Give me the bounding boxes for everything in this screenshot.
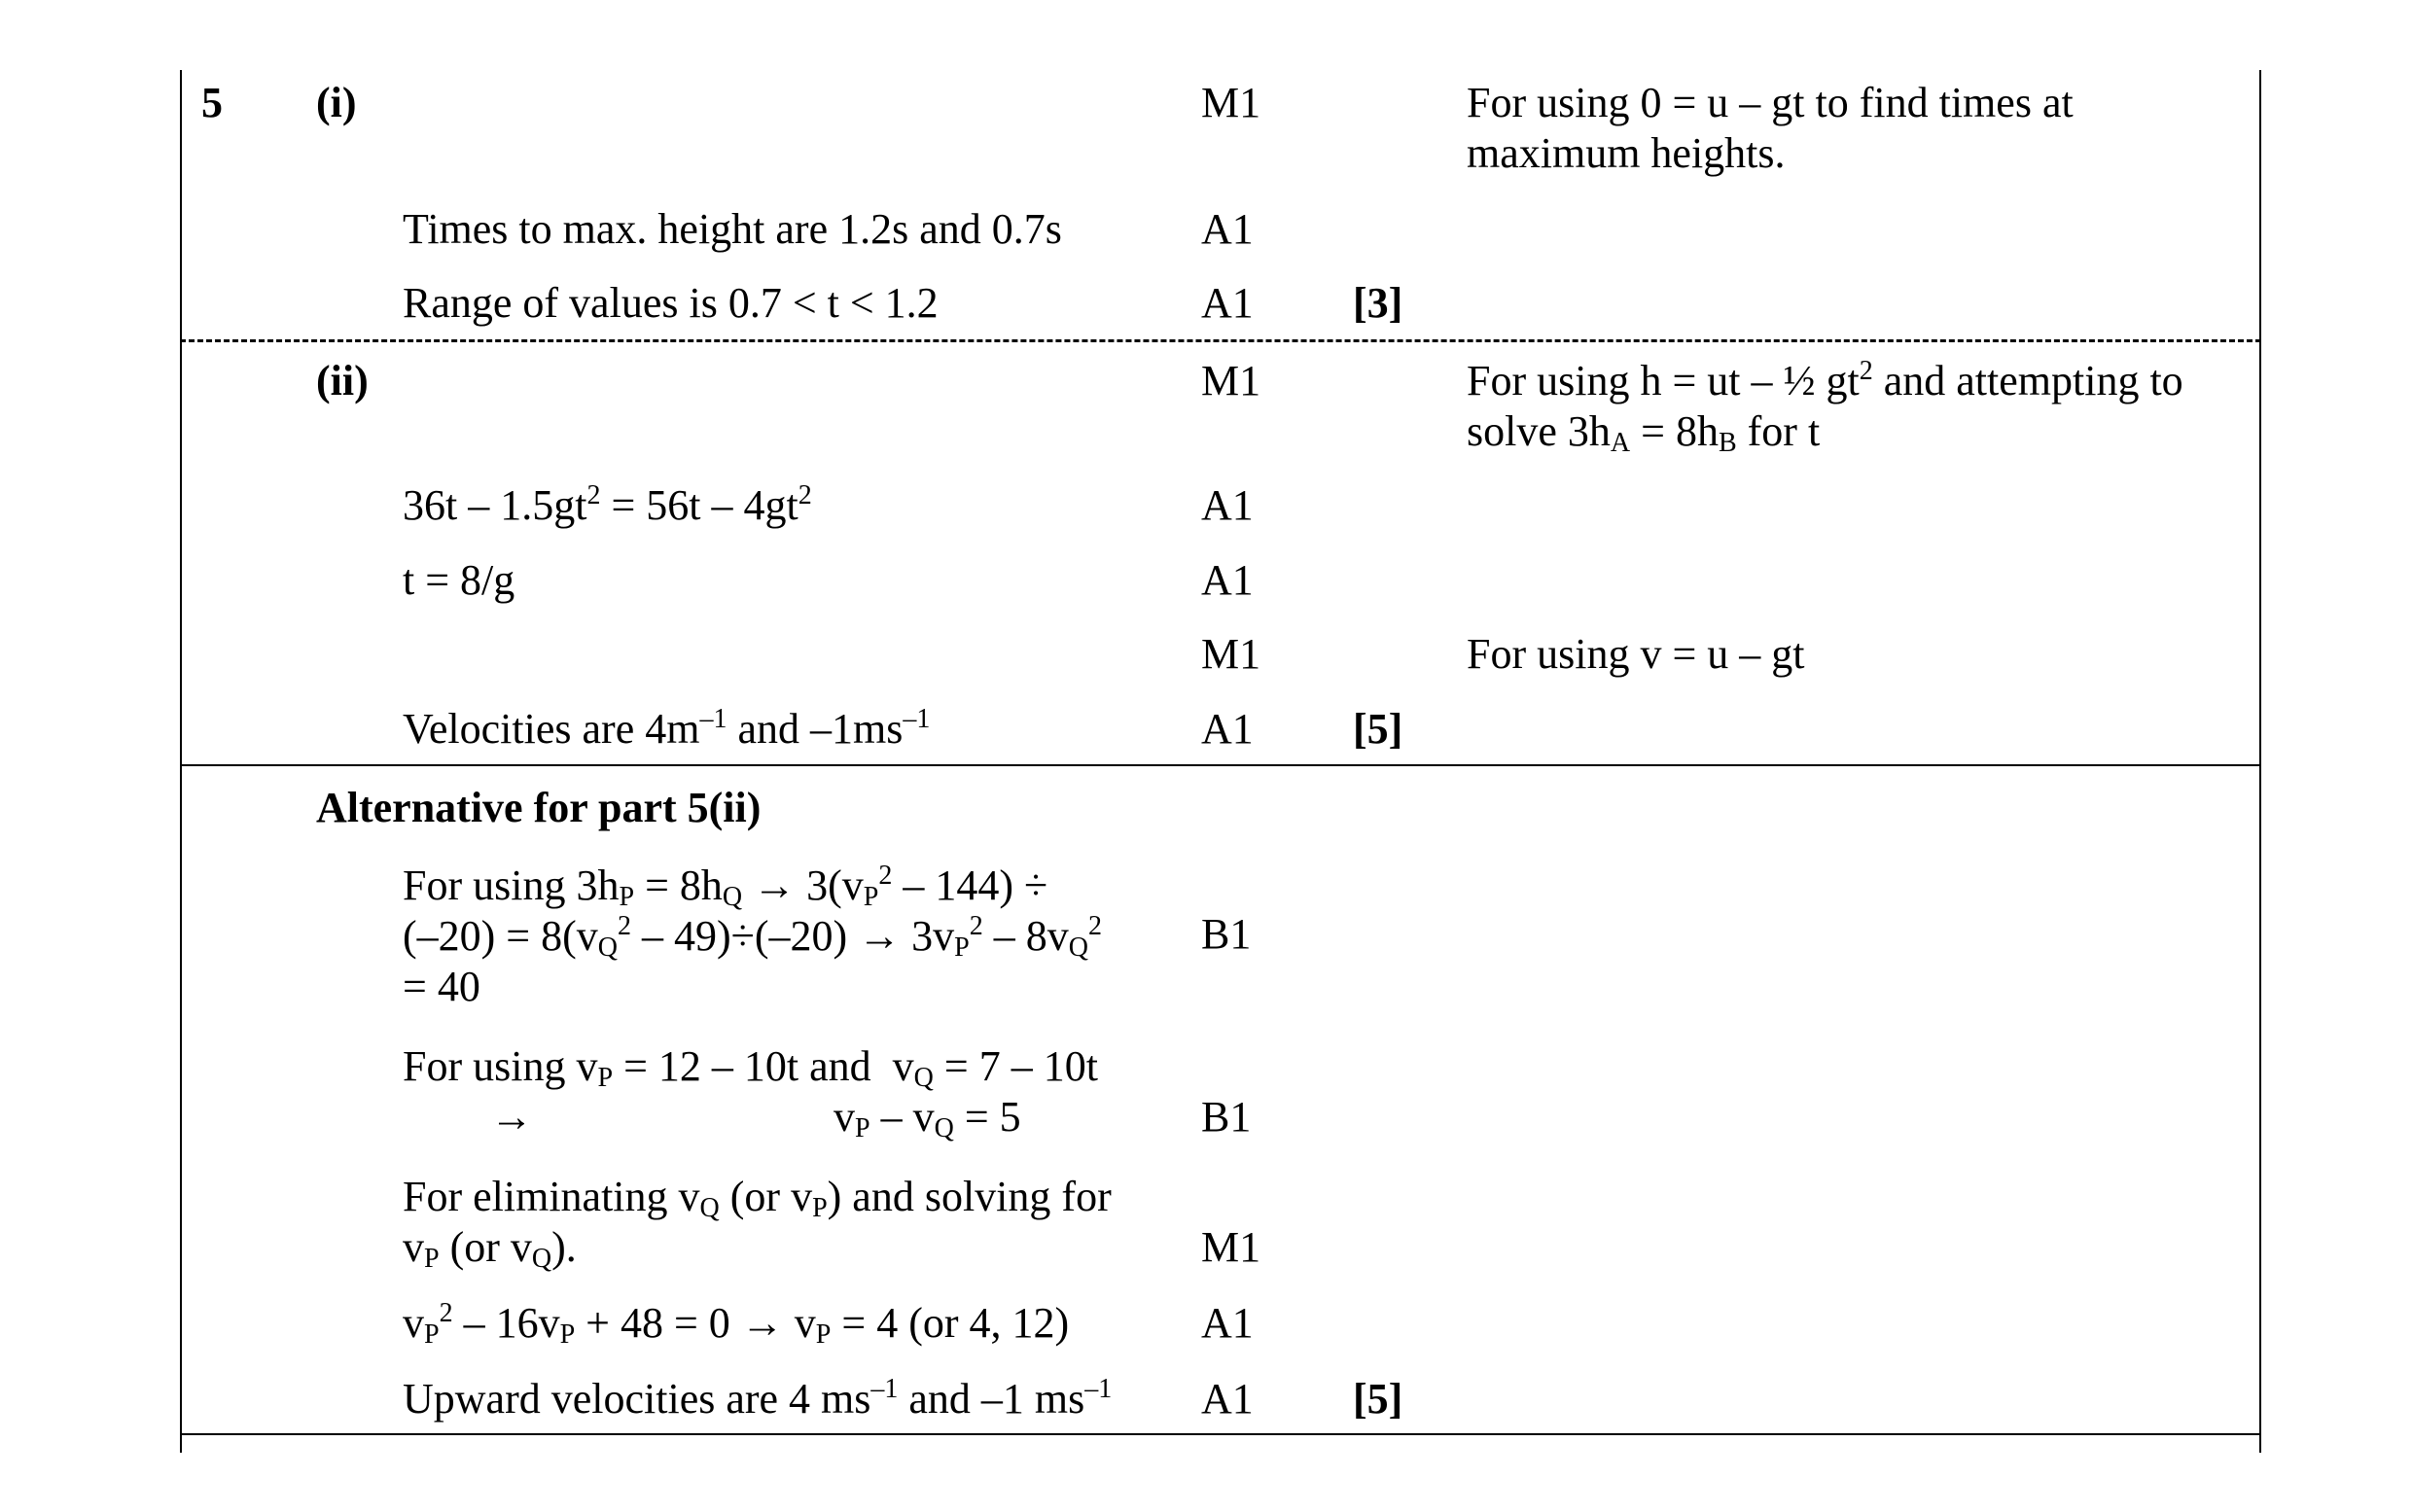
part-ii-mark-a1: A1 — [1201, 481, 1254, 529]
part-i-guidance-line2: maximum heights. — [1467, 129, 1786, 177]
table-left-border — [180, 70, 182, 1453]
part-ii-guidance-line2: solve $3h_A = 8h_B$ for t — [1467, 407, 1821, 458]
part-ii-label: (ii) — [316, 357, 369, 404]
part-ii-guidance-velocity: For using v = u – gt — [1467, 630, 1805, 678]
alternative-mark-a1-2: A1 — [1201, 1375, 1254, 1423]
alternative-mark-a1: A1 — [1201, 1299, 1254, 1347]
alternative-step4: $v_P^2 - 16v_P + 48 = 0 \to v_P = 4$ (or 4, 12) — [403, 1298, 1070, 1350]
alternative-step1-line1: For using $3h_P = 8h_Q \to 3(v_P^2 - 144)$ ÷ — [403, 861, 1048, 912]
table-bottom-border — [180, 1433, 2261, 1435]
part-i-total: [3] — [1353, 279, 1403, 327]
alternative-step3-line2: $v_P$ (or $v_Q$). — [403, 1223, 577, 1274]
alternative-step2-arrow: → — [490, 1093, 533, 1141]
part-ii-mark-a1-3: A1 — [1201, 705, 1254, 753]
part-i-answer-times: Times to max. height are 1.2s and 0.7s — [403, 205, 1062, 253]
alternative-mark-m1: M1 — [1201, 1223, 1261, 1271]
alternative-step3-line1: For eliminating $v_Q$ (or $v_P$) and solving for — [403, 1173, 1112, 1223]
alternative-step1-line2: $(-20) = 8(v_Q^2 - 49)\div(-20) \to 3v_P^2 - 8v_Q^2$ — [403, 911, 1102, 963]
section-divider — [180, 764, 2261, 766]
part-i-mark-m1: M1 — [1201, 79, 1261, 126]
part-i-guidance-line1: For using 0 = u – gt to find times at — [1467, 79, 2074, 126]
part-ii-total: [5] — [1353, 705, 1403, 753]
question-number: 5 — [201, 79, 223, 126]
part-ii-equation: $36t - 1.5gt^2 = 56t - 4gt^2$ — [403, 480, 812, 529]
alternative-mark-b1: B1 — [1201, 910, 1252, 958]
alternative-step1-line3: = 40 — [403, 963, 480, 1010]
alternative-step2-result: $v_P - v_Q = 5$ — [834, 1093, 1021, 1143]
alternative-step2-line1: For using $v_P = 12 - 10t$ and $v_Q = 7 - 10t$ — [403, 1042, 1098, 1093]
part-ii-answer-t: t = 8/g — [403, 556, 515, 604]
part-ii-mark-a1-2: A1 — [1201, 556, 1254, 604]
part-i-answer-range: Range of values is 0.7 < t < 1.2 — [403, 279, 939, 327]
alternative-total: [5] — [1353, 1375, 1403, 1423]
alternative-heading: Alternative for part 5(ii) — [316, 784, 762, 831]
part-ii-answer-velocities: Velocities are $4m^{-1}$ and $-1ms^{-1}$ — [403, 704, 931, 753]
alternative-mark-b1-2: B1 — [1201, 1093, 1252, 1141]
alternative-final-answer: Upward velocities are 4 $ms^{-1}$ and –1 $ms^{-1}$ — [403, 1374, 1113, 1423]
part-i-mark-a1: A1 — [1201, 205, 1254, 253]
part-i-label: (i) — [316, 79, 357, 126]
table-right-border — [2259, 70, 2261, 1453]
part-ii-mark-m1: M1 — [1201, 357, 1261, 404]
part-divider-dashed — [180, 339, 2261, 342]
part-ii-mark-m1-2: M1 — [1201, 630, 1261, 678]
part-ii-guidance-line1: For using h = ut – ½ $gt^2$ and attempting to — [1467, 356, 2183, 404]
part-i-mark-a1-2: A1 — [1201, 279, 1254, 327]
